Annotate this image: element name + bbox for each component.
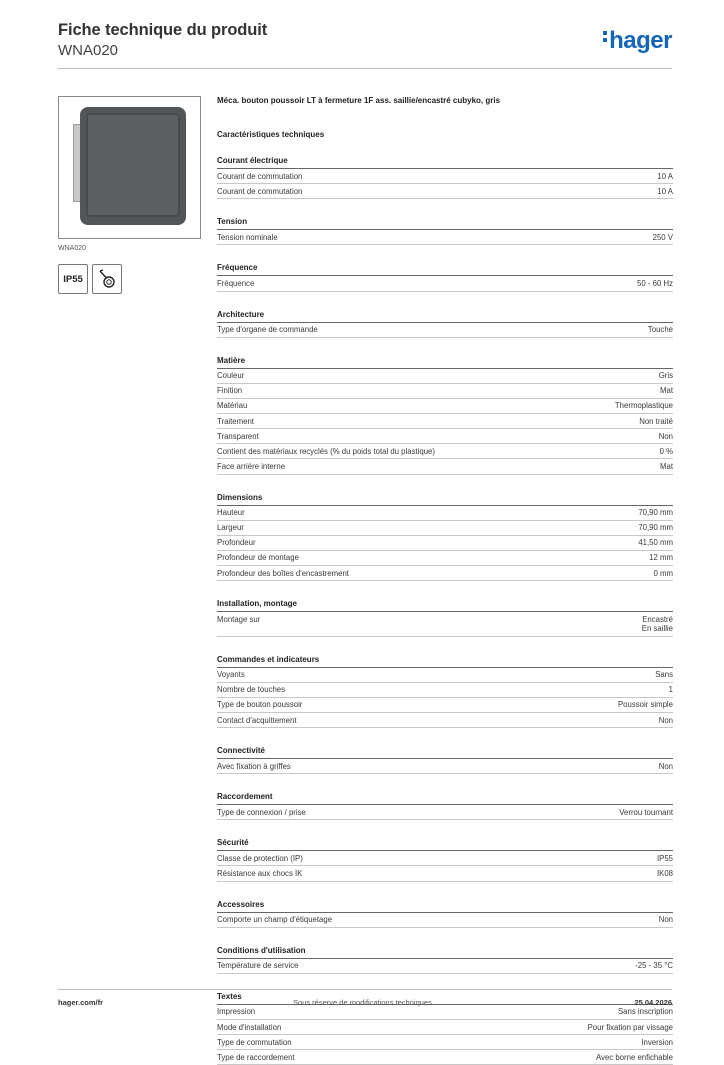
spec-value: IP55: [656, 853, 673, 863]
spec-section: [217, 156, 673, 199]
ip55-badge: IP55: [58, 264, 88, 294]
spec-row: [217, 276, 673, 291]
spec-value: Thermoplastique: [614, 401, 673, 411]
spec-value: Sans: [655, 670, 673, 680]
spec-row: [217, 551, 673, 566]
section-title: Courant électrique: [217, 156, 673, 169]
footer-divider: [58, 989, 672, 990]
section-title: Conditions d'utilisation: [217, 946, 673, 959]
spec-value: 12 mm: [649, 553, 673, 563]
rotary-lock-icon: [92, 264, 122, 294]
spec-label: Contient des matériaux recyclés (% du poids total du plastique): [217, 446, 435, 456]
spec-section: [217, 493, 673, 582]
product-image: [58, 96, 201, 239]
hager-logo: [603, 27, 672, 55]
spec-row: [217, 1005, 673, 1020]
spec-row: [217, 1020, 673, 1035]
spec-label: Voyants: [217, 670, 245, 680]
spec-value: 0 mm: [653, 568, 673, 578]
spec-value: Verrou tournant: [619, 807, 673, 817]
spec-value: Sans inscription: [617, 1007, 673, 1017]
spec-sections: [217, 156, 673, 1065]
push-button-plate: [86, 113, 180, 217]
spec-label: Impression: [217, 1007, 256, 1017]
footer-date: 25.04.2026: [634, 998, 672, 1007]
spec-row: [217, 683, 673, 698]
spec-row: [217, 1050, 673, 1065]
spec-label: Couleur: [217, 371, 245, 381]
spec-value: Non: [658, 915, 673, 925]
spec-row: [217, 759, 673, 774]
section-title: Raccordement: [217, 792, 673, 805]
spec-label: Profondeur: [217, 538, 256, 548]
section-title: Matière: [217, 356, 673, 369]
section-title: Architecture: [217, 310, 673, 323]
spec-value: 10 A: [657, 171, 673, 181]
spec-row: [217, 959, 673, 974]
spec-row: [217, 851, 673, 866]
spec-row: [217, 459, 673, 474]
spec-section: [217, 792, 673, 820]
spec-row: [217, 612, 673, 636]
spec-content: [217, 96, 673, 1065]
footer-website-link[interactable]: hager.com/fr: [58, 998, 104, 1007]
logo-dots-icon: [603, 31, 607, 45]
page-header: [58, 21, 672, 71]
spec-section: [217, 263, 673, 291]
spec-section: [217, 946, 673, 974]
spec-section: [217, 746, 673, 774]
spec-value: Encastré En saillie: [641, 614, 673, 634]
spec-value: Non: [658, 431, 673, 441]
badge-row: [58, 264, 203, 294]
spec-row: [217, 444, 673, 459]
spec-section: [217, 217, 673, 245]
spec-value: Touche: [647, 325, 673, 335]
spec-label: Avec fixation à griffes: [217, 761, 291, 771]
product-description: Méca. bouton poussoir LT à fermeture 1F ass. saillie/encastré cubyko, gris: [217, 96, 501, 105]
spec-row: [217, 323, 673, 338]
spec-section: [217, 599, 673, 636]
spec-value: 10 A: [657, 186, 673, 196]
spec-value: 1: [668, 685, 673, 695]
spec-row: [217, 429, 673, 444]
spec-row: [217, 169, 673, 184]
spec-value: Avec borne enfichable: [595, 1052, 673, 1062]
spec-row: [217, 506, 673, 521]
footer-notice: Sous réserve de modifications techniques: [293, 998, 432, 1007]
spec-section: [217, 838, 673, 881]
spec-value: Mat: [660, 461, 673, 471]
spec-row: [217, 713, 673, 728]
spec-label: Profondeur des boîtes d'encastrement: [217, 568, 349, 578]
spec-label: Type de connexion / prise: [217, 807, 306, 817]
spec-value: Gris: [658, 371, 673, 381]
spec-value: 41,50 mm: [638, 538, 673, 548]
section-title: Fréquence: [217, 263, 673, 276]
spec-value: Non: [658, 761, 673, 771]
spec-label: Type d'organe de commande: [217, 325, 318, 335]
spec-row: [217, 521, 673, 536]
spec-row: [217, 536, 673, 551]
spec-label: Hauteur: [217, 508, 245, 518]
spec-value: 70,90 mm: [638, 523, 673, 533]
section-title: Dimensions: [217, 493, 673, 506]
spec-value: 0 %: [659, 446, 673, 456]
spec-row: [217, 566, 673, 581]
spec-label: Largeur: [217, 523, 244, 533]
spec-label: Température de service: [217, 961, 299, 971]
section-title: Connectivité: [217, 746, 673, 759]
spec-row: [217, 698, 673, 713]
spec-row: [217, 230, 673, 245]
logo-text: hager: [609, 27, 672, 54]
spec-label: Résistance aux chocs IK: [217, 869, 303, 879]
spec-value: 50 - 60 Hz: [637, 278, 673, 288]
spec-row: [217, 369, 673, 384]
spec-value: Non traité: [639, 416, 673, 426]
product-visual-column: [58, 96, 203, 294]
section-title: Sécurité: [217, 838, 673, 851]
spec-value: Mat: [660, 386, 673, 396]
spec-section: [217, 655, 673, 729]
spec-label: Matériau: [217, 401, 248, 411]
document-title: Fiche technique du produit: [58, 21, 268, 39]
spec-label: Traitement: [217, 416, 254, 426]
spec-row: [217, 668, 673, 683]
spec-label: Comporte un champ d'étiquetage: [217, 915, 333, 925]
header-divider: [58, 68, 672, 69]
spec-row: [217, 384, 673, 399]
spec-value: Pour fixation par vissage: [587, 1022, 673, 1032]
spec-value: 70,90 mm: [638, 508, 673, 518]
spec-row: [217, 184, 673, 199]
spec-label: Tension nominale: [217, 232, 278, 242]
section-title: Tension: [217, 217, 673, 230]
section-title: Installation, montage: [217, 599, 673, 612]
spec-label: Courant de commutation: [217, 186, 303, 196]
spec-section: [217, 992, 673, 1065]
spec-label: Type de bouton poussoir: [217, 700, 303, 710]
spec-label: Montage sur: [217, 614, 261, 624]
spec-label: Fréquence: [217, 278, 255, 288]
spec-row: [217, 399, 673, 414]
spec-row: [217, 414, 673, 429]
section-title: Accessoires: [217, 900, 673, 913]
section-title: Textes: [217, 992, 673, 1005]
characteristics-title: Caractéristiques techniques: [217, 130, 325, 139]
spec-section: [217, 310, 673, 338]
spec-row: [217, 805, 673, 820]
spec-label: Classe de protection (IP): [217, 853, 303, 863]
spec-value: -25 - 35 °C: [635, 961, 673, 971]
spec-label: Transparent: [217, 431, 259, 441]
spec-value: Inversion: [641, 1037, 673, 1047]
spec-value: Non: [658, 715, 673, 725]
spec-label: Finition: [217, 386, 243, 396]
product-reference: WNA020: [58, 42, 119, 59]
spec-row: [217, 913, 673, 928]
spec-label: Contact d'acquittement: [217, 715, 297, 725]
section-title: Commandes et indicateurs: [217, 655, 673, 668]
spec-section: [217, 356, 673, 475]
spec-label: Mode d'installation: [217, 1022, 282, 1032]
spec-value: IK08: [656, 869, 673, 879]
spec-label: Type de raccordement: [217, 1052, 295, 1062]
spec-label: Courant de commutation: [217, 171, 303, 181]
spec-value: Poussoir simple: [617, 700, 673, 710]
spec-row: [217, 866, 673, 881]
spec-label: Type de commutation: [217, 1037, 292, 1047]
spec-label: Face arrière interne: [217, 461, 286, 471]
image-caption: WNA020: [58, 245, 87, 252]
spec-value: 250 V: [652, 232, 673, 242]
spec-section: [217, 900, 673, 928]
spec-label: Nombre de touches: [217, 685, 286, 695]
spec-label: Profondeur de montage: [217, 553, 299, 563]
spec-row: [217, 1035, 673, 1050]
